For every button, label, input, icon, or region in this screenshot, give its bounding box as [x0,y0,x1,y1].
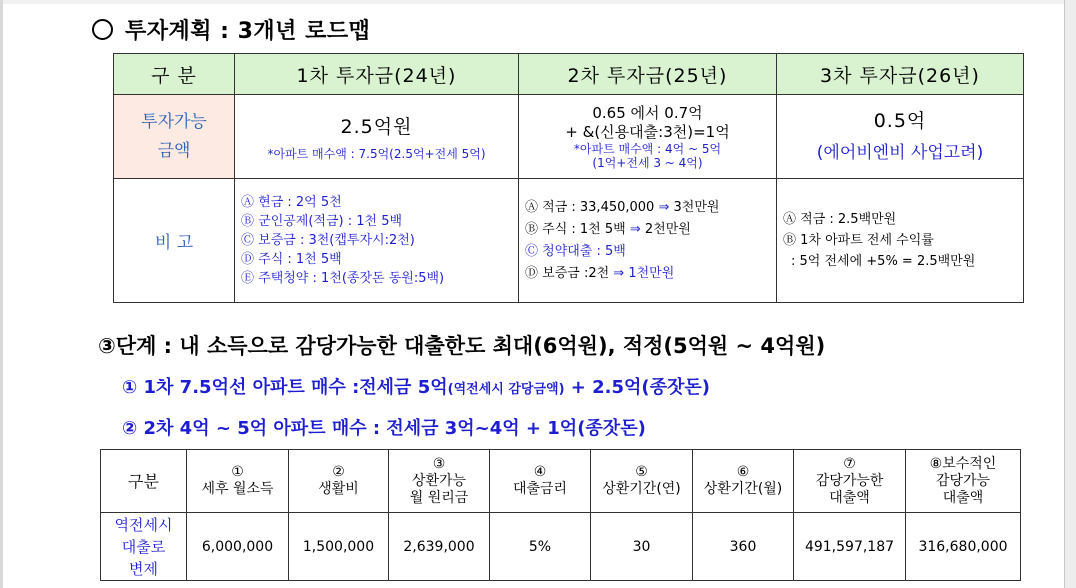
stage-heading: ③단계 : 내 소득으로 감당가능한 대출한도 최대(6억원), 적정(5억원 ~ 4억원) [98,334,826,358]
amount-year2: 0.65 에서 0.7억 + &(신용대출:3천)=1억 *아파트 매수액 : 4억 ~ 5억 (1억+전세 3 ~ 4억) [519,95,777,179]
step1-line: ① 1차 7.5억선 아파트 매수 :전세금 5억(역전세시 감당금액) + 2.5억(종잣돈) [122,377,711,398]
remarks-year1: Ⓐ 현금 : 2억 5천 Ⓑ 군인공제(적금) : 1천 5백 Ⓒ 보증금 : 3천(캡투자시:2천) Ⓓ 주식 : 1천 5백 Ⓔ 주택청약 : 1천(종잣돈 동원:5백) [235,179,519,303]
loan-value-term-months: 360 [693,513,794,581]
arrow-right-icon: ⇒ [658,199,670,215]
amount-row-label: 투자가능 금액 [114,95,235,179]
page-title: 투자계획 : 3개년 로드맵 [92,14,370,45]
plan-header-year3: 3차 투자금(26년) [777,54,1024,95]
arrow-right-icon: ⇒ [629,221,641,237]
loan-header-row [101,450,1021,513]
loan-limit-table [100,449,1021,581]
loan-data-row [101,513,1021,581]
remarks-row [114,179,1024,303]
loan-row-label: 역전세시 대출로 변제 [101,513,187,581]
loan-header-term-years: ⑤ 상환기간(연) [591,450,693,513]
remarks-year3: Ⓐ 적금 : 2.5백만원 Ⓑ 1차 아파트 전세 수익률 : 5억 전세에 +5% = 2.5백만원 [777,179,1024,303]
remarks-year2-line-4: Ⓓ 보증금 :2천 ⇒ 1천만원 [525,265,675,281]
plan-header-year2: 2차 투자금(25년) [519,54,777,95]
loan-value-living-cost: 1,500,000 [289,513,389,581]
remarks-year2 [519,179,777,303]
loan-header-interest-rate: ④ 대출금리 [490,450,591,513]
amount-year3: 0.5억 (에어비엔비 사업고려) [777,95,1024,179]
loan-header-term-months: ⑥ 상환기간(월) [693,450,794,513]
remarks-year2-line-2: Ⓑ 주식 : 1천 5백 ⇒ 2천만원 [525,221,691,237]
window-left-edge [0,0,3,588]
plan-header-year1: 1차 투자금(24년) [235,54,519,95]
loan-header-affordable-loan: ⑦ 감당가능한 대출액 [794,450,906,513]
remarks-year2-line-3: Ⓒ 청약대출 : 5백 [525,243,626,259]
step2-line: ② 2차 4억 ~ 5억 아파트 매수 : 전세금 3억~4억 + 1억(종잣돈) [122,418,646,439]
amount-row [114,95,1024,179]
amount-year1: 2.5억원 *아파트 매수액 : 7.5억(2.5억+전세 5억) [235,95,519,179]
loan-value-monthly-payment: 2,639,000 [389,513,490,581]
circle-bullet-icon [92,19,113,40]
loan-header-category: 구분 [101,450,187,513]
remarks-row-label: 비 고 [114,179,235,303]
loan-value-interest-rate: 5% [490,513,591,581]
remarks-year2-line-1: Ⓐ 적금 : 33,450,000 ⇒ 3천만원 [525,199,720,215]
loan-header-income: ① 세후 월소득 [187,450,289,513]
investment-plan-table [113,53,1024,303]
window-top-edge [3,0,1064,4]
vertical-scrollbar[interactable] [1064,0,1076,588]
loan-value-affordable-loan: 491,597,187 [794,513,906,581]
loan-value-term-years: 30 [591,513,693,581]
loan-header-monthly-payment: ③ 상환가능 월 원리금 [389,450,490,513]
arrow-right-icon: ⇒ [613,265,625,281]
loan-value-conservative-loan: 316,680,000 [906,513,1021,581]
loan-header-living-cost: ② 생활비 [289,450,389,513]
plan-header-row [114,54,1024,95]
plan-header-category: 구 분 [114,54,235,95]
loan-value-income: 6,000,000 [187,513,289,581]
loan-header-conservative-loan: ⑧보수적인 감당가능 대출액 [906,450,1021,513]
